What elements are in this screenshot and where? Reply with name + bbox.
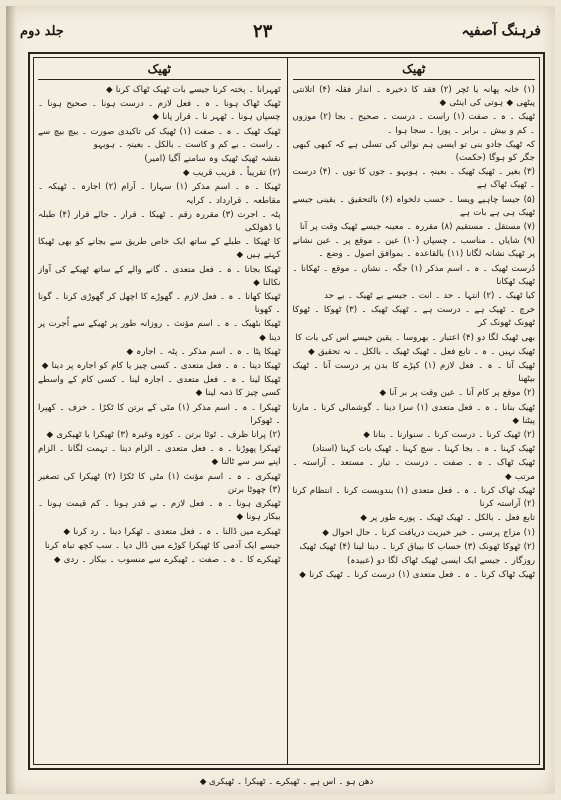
entry-line: ٹھیکا کھانا ۔ ہ ۔ فعل لازم ۔ گھوڑے کا اچھل کر گھوڑی کرنا ۔ گونا ۔ کھونا [38,292,281,316]
entry-line: ٹھیک بنانا ۔ ہ ۔ فعل متعدی (۱) سزا دینا ۔ گوشمالی کرنا ۔ مارنا پیٹنا ◆ [292,402,535,426]
entry-line: (۲) پرانا ظرف ۔ ٹوٹا برتن ۔ کوزہ وغیرہ (۳) ٹھیکرا یا ٹھیکری ◆ [46,430,281,441]
right-column [293,60,536,762]
column-divider [287,57,288,765]
page-sheet [6,6,555,794]
left-column [38,60,281,762]
entry-line: ٹھیک ٹھاک ہونا ۔ ہ ۔ فعل لازم ۔ درست ہونا ۔ صحیح ہونا ۔ چسپاں ہونا ۔ ٹھہر نا ۔ قرار پانا ◆ [38,99,281,123]
entry-line: ٹھیکری ۔ ہ ۔ اسم مؤنث (۱) مٹی کا ٹکڑا (۲) ٹھیکرا کی تصغیر (۳) چھوٹا برتن [38,471,281,495]
entry-line: خرچ ۔ ٹھیک ہے ۔ درست ہے ۔ ٹھیک ٹھیک ۔ (۳) ٹھوکا ۔ ٹھوکا ٹھونک ٹھونک کر [292,305,535,329]
entry-line: ٹھیکری ہونا ۔ ہ ۔ فعل لازم ۔ بے قدر ہونا ۔ کم قیمت ہونا ۔ بیکار ہونا ◆ [38,499,281,523]
entry-line: ٹھیکا ۔ ہ ۔ اسم مذکر (۱) سہارا ۔ آرام (۲) اجارہ ۔ ٹھیکہ ۔ مقاطعہ ۔ قرارداد ۔ کرایہ [38,182,281,206]
entry-line: (۹) شایاں ۔ مناسب ۔ چسپاں (۱۰) عین ۔ موقع پر ۔ عین نشانے پر ٹھیک نشانہ لگانا (۱۱) بالقاعدہ ۔ بموافق اصول ۔ وضع ۔ [292,236,535,260]
entry-line: جیسے ایک آدمی کا ٹھیکرا کوڑے میں ڈال دیا ۔ سب کچھ تباہ کرنا [44,540,281,551]
entry-line: کا ٹھیکا ۔ طبلے کے ساتھ ایک خاص طریق سے بجانے کو بھی ٹھیکا کہتے ہیں ◆ [38,237,281,261]
entry-line: ٹھیکا پٹا ۔ ہ ۔ اسم مذکر ۔ پٹہ ۔ اجارہ ◆ [126,346,281,357]
entry-line: (۱) مزاج پرسی ۔ خیر خیریت دریافت کرنا ۔ حال احوال ◆ [322,527,535,538]
page-footer: دھن ہو ۔ اس ہے ۔ ٹھیکرے ۔ ٹھیکرا ۔ ٹھیکری ◆ [199,777,374,787]
page-header [20,14,541,48]
entry-line: (۲) موقع پر کام آنا ۔ عین وقت پر بر آنا ◆ [379,388,535,399]
entry-line: دُرست ٹھیک ۔ ہ ۔ اسم مذکر (۱) جگہ ۔ نشان ۔ موقع ۔ ٹھکانا ۔ ٹھیک ٹھکانا [292,263,535,287]
entry-line: کیا ٹھیک ۔ (۲) انتہا ۔ حد ۔ انت ۔ جیسے بے ٹھیک ۔ بے حد [324,291,535,302]
entry-line: ٹھیکا لینا ۔ ہ ۔ فعل متعدی ۔ اجارہ لینا ۔ کسی کام کے واسطے کسی چیز کا ذمہ لینا ◆ [38,375,281,399]
entry-line: ٹھیک کہنا ۔ ہ ۔ بجا کہنا ۔ سچ کہنا ۔ ٹھیک بات کہنا (استاد) [312,444,535,455]
entry-line: ٹھیکرے کا ۔ ہ ۔ صفت ۔ ٹھیکرے سے منسوب ۔ بیکار ۔ ردی ◆ [53,554,281,565]
page-number: ۲۳ [252,20,273,42]
binding-shadow [6,6,16,794]
entry-line: ٹھیک ۔ ہ ۔ صفت (۱) راست ۔ درست ۔ صحیح ۔ بجا (۲) موزوں ۔ کم و بیش ۔ برابر ۔ پورا ۔ سجا ہوا ۔ [292,112,535,136]
entry-line: بھی ٹھیک لگا دو (۴) اعتبار ۔ بھروسا ۔ یقین جیسے اس کی بات کا [295,332,535,343]
book-title: فرہنگ آصفیہ [461,23,541,39]
entry-line: ٹھیک ٹھاک کرنا ۔ ہ ۔ فعل متعدی (۱) بندوبست کرنا ۔ انتظام کرنا (۲) آراستہ کرنا [292,485,535,510]
entry-line: ٹھیک ٹھاک کرنا ۔ ہ ۔ فعل متعدی (۱) درست کرنا ۔ ٹھیک کرنا ◆ [299,570,535,581]
entry-line: ٹھیک آنا ۔ ہ ۔ فعل لازم (۱) کپڑے کا بدن پر درست آنا ۔ ٹھیک بیٹھنا [292,361,535,385]
right-column-heading: ٹھیک [293,60,536,80]
entry-line: (۱) خانہ پھانہ یا ٹچر (۲) فقد کا ذخیرہ ۔ اندار فقلہ (۴) اتلانتی پیٹھی ◆ ہوتی کی اینٹی ◆ [292,85,535,109]
entry-line: ٹھیک ٹھیک ۔ ہ ۔ صفت (۱) ٹھیک کی تاکیدی صورت ۔ بیچ بیچ سے ۔ راست ۔ بے کم و کاست ۔ بالکل ۔ بعینہٖ ۔ ہوبہو [38,126,281,150]
entry-line: ٹھیکا بجانا ۔ ہ ۔ فعل متعدی ۔ گانے والے کے ساتھ ٹھیکے کی آواز نکالنا ◆ [38,264,281,288]
right-column-body [293,84,536,582]
entry-line: تابع فعل ۔ بالکل ۔ ٹھیک ٹھیک ۔ پورے طور پر ◆ [360,513,535,524]
entry-line: ٹھیک نہیں ۔ ہ ۔ تابع فعل ۔ ٹھیک ٹھیک ۔ بالکل ۔ نہ تحقیق ◆ [308,346,535,357]
entry-line: ٹھیکرا ۔ ہ ۔ اسم مذکر (۱) مٹی کے برتن کا ٹکڑا ۔ خزف ۔ کھپرا ۔ ٹھوکرا [38,402,281,426]
text-frame [28,52,545,770]
entry-line: ٹھیکرا پھوڑنا ۔ ہ ۔ فعل متعدی ۔ الزام دینا ۔ تہمت لگانا ۔ الزام اپنے سر سے ٹالنا ◆ [38,444,281,468]
entry-line: (۷) مستقل ۔ مستقیم (۸) مقررہ ۔ معینہ جیسے ٹھیک وقت پر آنا [299,222,535,233]
volume-label: جلد دوم [20,23,64,39]
entry-line: ٹھہرانا ۔ پختہ کرنا جیسے بات ٹھیک ٹھاک کرنا ◆ [105,85,281,95]
entry-line: (۲) ٹھوکا ٹھونک (۳) حساب کا بیباق کرنا ۔ دینا لینا (۴) ٹھیک ٹھیک [299,541,535,552]
entry-line: (۲) تقریباً ۔ قریب قریب ◆ [182,168,281,179]
entry-line: (۳) بغیر ۔ ٹھیک ٹھیک ۔ بعینہٖ ۔ ہوبہو ۔ جوں کا توں ۔ (۴) درست ۔ ٹھیک ٹھاک ہے [292,167,535,191]
left-column-body [38,84,281,567]
entry-line: کہ ٹھیک جادو بنی تو ایسی ہم نوائی کی تسلی ہے کہ کبھی کبھی جگر کو ہوگا (حکمت) [292,139,535,164]
entry-line: ٹھیکا دینا ۔ ہ ۔ فعل متعدی ۔ کسی چیز یا کام کو اجارہ پر دینا ◆ [41,361,281,372]
entry-line: پٹہ ۔ اجرت (۳) مقررہ رقم ۔ ٹھیکا ۔ قرار ۔ جائے قرار (۴) طبلہ یا ڈھولکی [38,209,281,234]
entry-line: نقشہ ٹھیک ٹھیک وہ سامنے آگیا (امیر) [144,154,281,165]
left-column-heading: ٹھیک [38,60,281,80]
entry-line: (۵) جیسا چاہیے ویسا ۔ حسب دلخواہ (۶) بالتحقیق ۔ یقینی جیسے ٹھیک ہی ہے بات ہے [292,194,535,218]
entry-line: روزگار ۔ جیسے ایک ایسی ٹھیک ٹھاک لگا دو (عبیدہ) [347,555,535,566]
entry-line: (۲) ٹھیک کرنا ۔ درست کرنا ۔ سنوارنا ۔ بنانا ◆ [363,430,535,441]
entry-line: ٹھیک ٹھاک ۔ ہ ۔ صفت ۔ درست ۔ تیار ۔ مستعد ۔ آراستہ ۔ مرتب ◆ [292,458,535,482]
entry-line: ٹھیکرے میں ڈالنا ۔ ہ ۔ فعل متعدی ۔ ٹھکرا دینا ۔ رد کرنا ◆ [63,526,281,537]
entry-line: ٹھیکا بٹھیک ۔ ہ ۔ اسم مؤنث ۔ روزانہ طور پر ٹھیکے سے اُجرت پر دینا ◆ [38,319,281,343]
